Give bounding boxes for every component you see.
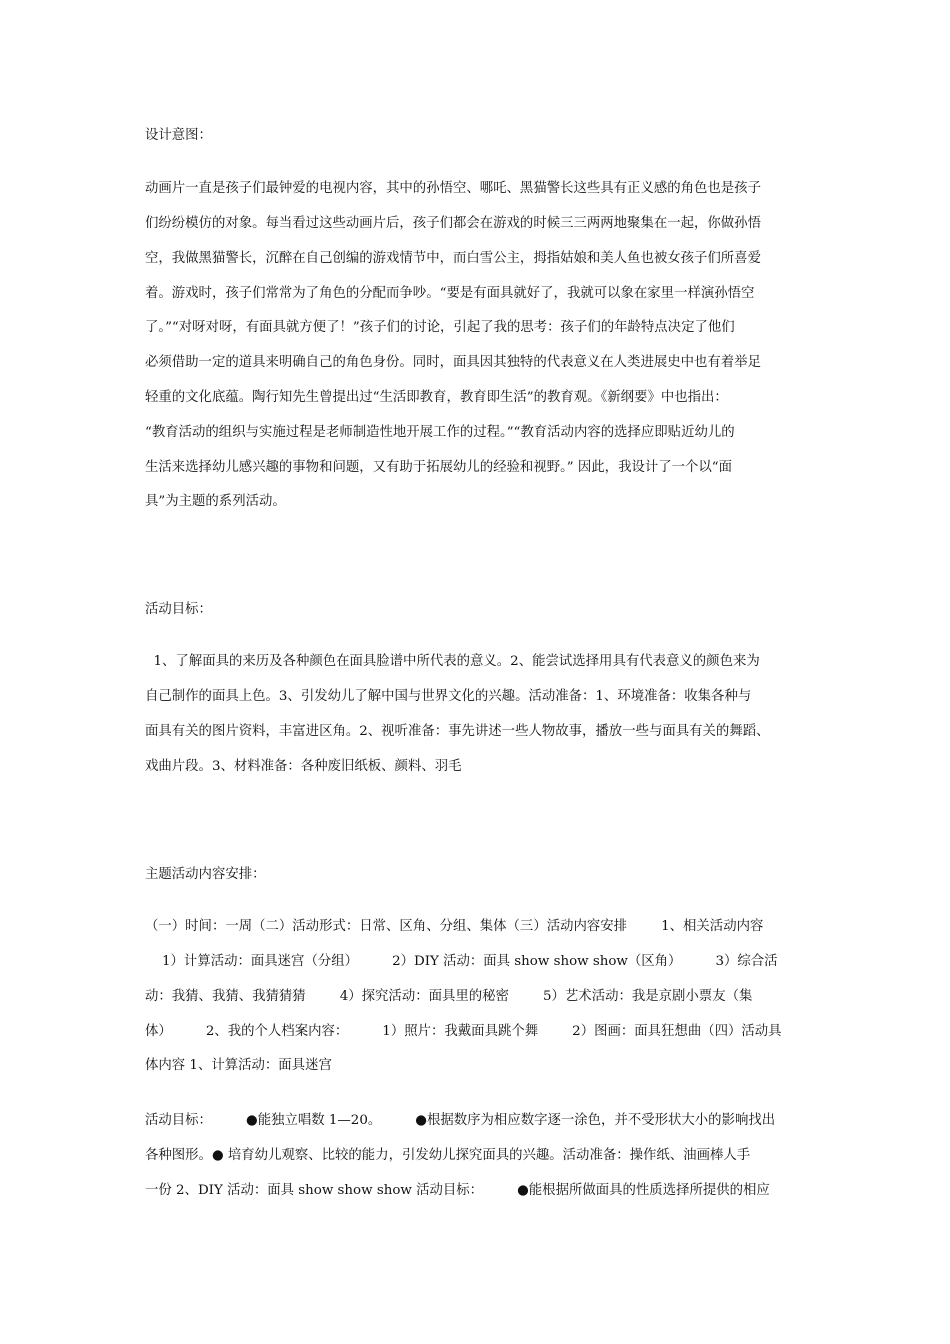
design-intent-heading: 设计意图： <box>145 128 212 143</box>
design-intent-line: 了。”“对呀对呀，有面具就方便了！”孩子们的讨论，引起了我的思考：孩子们的年龄特点决定了他们 <box>145 320 735 335</box>
activity-goals-line: 戏曲片段。3、材料准备：各种废旧纸板、颜料、羽毛 <box>145 759 462 774</box>
activity-goals-heading: 活动目标： <box>145 602 212 617</box>
theme-schedule-line: 动：我猜、我猜、我猜猜猜 4）探究活动：面具里的秘密 5）艺术活动：我是京剧小票友（集 <box>145 989 753 1004</box>
design-intent-line: 必须借助一定的道具来明确自己的角色身份。同时，面具因其独特的代表意义在人类进展史中也有着举足 <box>145 355 761 370</box>
design-intent-line: “教育活动的组织与实施过程是老师制造性地开展工作的过程。”“教育活动内容的选择应即贴近幼儿的 <box>145 425 735 440</box>
design-intent-line: 着。游戏时，孩子们常常为了角色的分配而争吵。“要是有面具就好了，我就可以象在家里一样演孙悟空 <box>145 286 755 301</box>
theme-schedule-line: 体内容 1、计算活动：面具迷宫 <box>145 1058 332 1073</box>
activity-goals-line: 自己制作的面具上色。3、引发幼儿了解中国与世界文化的兴趣。活动准备：1、环境准备：收集各种与 <box>145 689 752 704</box>
design-intent-line: 动画片一直是孩子们最钟爱的电视内容，其中的孙悟空、哪吒、黑猫警长这些具有正义感的角色也是孩子 <box>145 181 761 196</box>
math-activity-line: 各种图形。● 培育幼儿观察、比较的能力，引发幼儿探究面具的兴趣。活动准备：操作纸、油画棒人手 <box>145 1148 751 1163</box>
theme-schedule-heading: 主题活动内容安排： <box>145 867 266 882</box>
activity-goals-line: 1、了解面具的来历及各种颜色在面具脸谱中所代表的意义。2、能尝试选择用具有代表意义的颜色来为 <box>145 654 760 669</box>
math-activity-line: 一份 2、DIY 活动：面具 show show show 活动目标： ●能根据所做面具的性质选择所提供的相应 <box>145 1183 770 1198</box>
design-intent-line: 生活来选择幼儿感兴趣的事物和问题，又有助于拓展幼儿的经验和视野。” 因此，我设计了一个以“面 <box>145 460 733 475</box>
theme-schedule-line: （一）时间：一周（二）活动形式：日常、区角、分组、集体（三）活动内容安排 1、相关活动内容 <box>145 919 764 934</box>
theme-schedule-line: 体） 2、我的个人档案内容： 1）照片：我戴面具跳个舞 2）图画：面具狂想曲（四）活动具 <box>145 1024 782 1039</box>
design-intent-line: 轻重的文化底蕴。陶行知先生曾提出过“生活即教育，教育即生活”的教育观。《新纲要》中也指出： <box>145 390 728 405</box>
design-intent-line: 们纷纷模仿的对象。每当看过这些动画片后，孩子们都会在游戏的时候三三两两地聚集在一起，你做孙悟 <box>145 216 761 231</box>
activity-goals-line: 面具有关的图片资料，丰富进区角。2、视听准备：事先讲述一些人物故事，播放一些与面具有关的舞蹈、 <box>145 724 770 739</box>
math-activity-line: 活动目标： ●能独立唱数 1—20。 ●根据数序为相应数字逐一涂色，并不受形状大小的影响找出 <box>145 1113 776 1128</box>
theme-schedule-line: 1）计算活动：面具迷宫（分组） 2）DIY 活动：面具 show show show（区角） 3）综合活 <box>145 954 778 969</box>
design-intent-line: 空，我做黑猫警长，沉醉在自己创编的游戏情节中，而白雪公主，拇指姑娘和美人鱼也被女孩子们所喜爱 <box>145 251 761 266</box>
design-intent-line: 具”为主题的系列活动。 <box>145 494 286 509</box>
